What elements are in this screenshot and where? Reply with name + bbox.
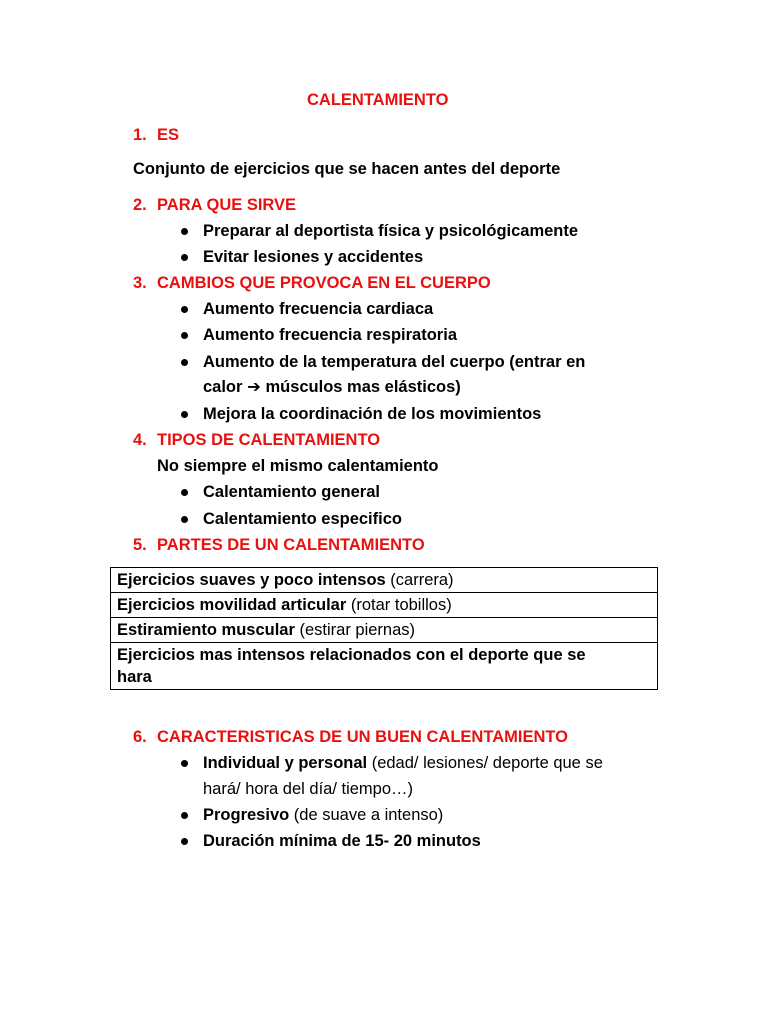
cell-bold-text: Ejercicios suaves y poco intensos xyxy=(117,571,386,589)
section-number: 2. xyxy=(133,196,147,214)
section-title: ES xyxy=(157,126,180,144)
list-item xyxy=(203,804,443,826)
table-row xyxy=(111,618,658,643)
bullet-icon xyxy=(181,306,188,313)
list-item: Calentamiento especifico xyxy=(203,510,402,528)
partes-table xyxy=(110,567,658,690)
list-item-continuation xyxy=(203,376,461,398)
table-row xyxy=(111,593,658,618)
table-cell xyxy=(111,568,658,593)
arrow-right-icon: ➔ xyxy=(247,378,261,396)
section-number: 4. xyxy=(133,431,147,449)
list-item-text: calor xyxy=(203,378,243,396)
list-item-bold: Progresivo xyxy=(203,806,290,824)
list-item: Aumento frecuencia respiratoria xyxy=(203,326,457,344)
bullet-icon xyxy=(181,489,188,496)
cell-bold-text: Ejercicios movilidad articular xyxy=(117,596,347,614)
section-title: CAMBIOS QUE PROVOCA EN EL CUERPO xyxy=(157,274,491,292)
list-item-normal: (de suave a intenso) xyxy=(289,806,444,824)
cell-bold-text: Estiramiento muscular xyxy=(117,621,295,639)
cell-normal-text: (rotar tobillos) xyxy=(346,596,452,614)
bullet-icon xyxy=(181,228,188,235)
tipos-intro: No siempre el mismo calentamiento xyxy=(157,457,439,475)
section-2-heading xyxy=(133,194,296,216)
section-title: PARTES DE UN CALENTAMIENTO xyxy=(157,536,425,554)
page-title: CALENTAMIENTO xyxy=(307,91,449,109)
section-number: 3. xyxy=(133,274,147,292)
bullet-icon xyxy=(181,359,188,366)
list-item: Duración mínima de 15- 20 minutos xyxy=(203,832,481,850)
table-row xyxy=(111,568,658,593)
list-item: Mejora la coordinación de los movimientos xyxy=(203,405,542,423)
list-item-continuation: hará/ hora del día/ tiempo…) xyxy=(203,780,414,798)
bullet-icon xyxy=(181,516,188,523)
cell-normal-text: (carrera) xyxy=(385,571,454,589)
list-item: Evitar lesiones y accidentes xyxy=(203,248,424,266)
section-title: CARACTERISTICAS DE UN BUEN CALENTAMIENTO xyxy=(157,728,568,746)
bullet-icon xyxy=(181,254,188,261)
section-6-heading xyxy=(133,726,568,748)
table-row xyxy=(111,643,658,690)
list-item: Aumento de la temperatura del cuerpo (entrar en xyxy=(203,353,586,371)
section-number: 6. xyxy=(133,728,147,746)
table-cell xyxy=(111,593,658,618)
table-cell xyxy=(111,618,658,643)
section-number: 1. xyxy=(133,126,147,144)
list-item xyxy=(203,752,603,774)
table-cell xyxy=(111,643,658,690)
cell-bold-text: Ejercicios mas intensos relacionados con el deporte que se hara xyxy=(117,646,586,686)
bullet-icon xyxy=(181,838,188,845)
list-item: Aumento frecuencia cardiaca xyxy=(203,300,434,318)
bullet-icon xyxy=(181,812,188,819)
list-item: Preparar al deportista física y psicológicamente xyxy=(203,222,579,240)
section-title: TIPOS DE CALENTAMIENTO xyxy=(157,431,381,449)
list-item-text: músculos mas elásticos) xyxy=(265,378,461,396)
section-3-heading xyxy=(133,272,491,294)
es-text: Conjunto de ejercicios que se hacen antes del deporte xyxy=(133,160,561,178)
section-4-heading xyxy=(133,429,380,451)
list-item-bold: Individual y personal xyxy=(203,754,368,772)
list-item: Calentamiento general xyxy=(203,483,380,501)
section-number: 5. xyxy=(133,536,147,554)
section-title: PARA QUE SIRVE xyxy=(157,196,297,214)
section-5-heading xyxy=(133,534,425,556)
section-1-heading xyxy=(133,124,179,146)
cell-normal-text: (estirar piernas) xyxy=(294,621,416,639)
list-item-normal: (edad/ lesiones/ deporte que se xyxy=(367,754,603,772)
bullet-icon xyxy=(181,332,188,339)
bullet-icon xyxy=(181,411,188,418)
bullet-icon xyxy=(181,760,188,767)
